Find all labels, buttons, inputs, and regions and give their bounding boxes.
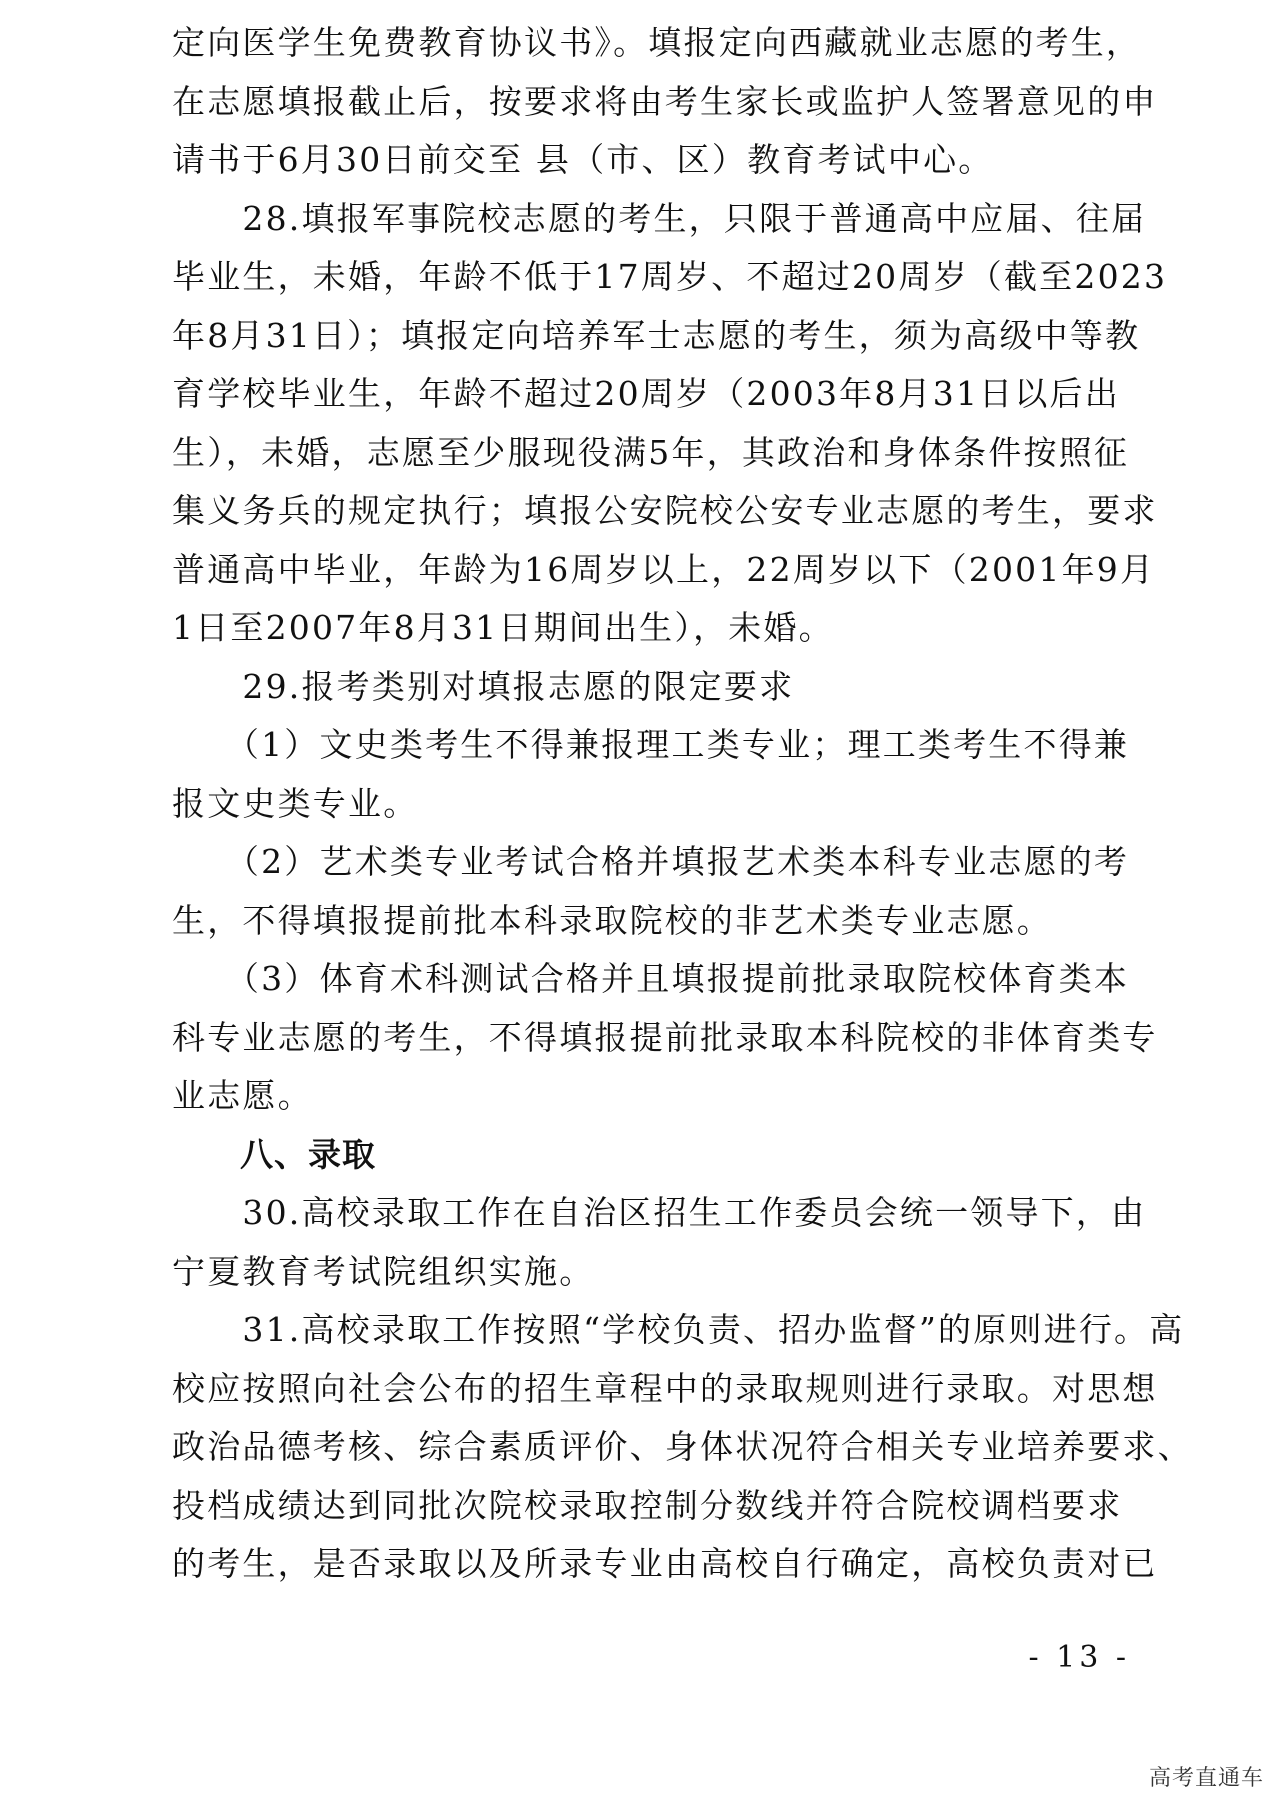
text-line: （1）文史类考生不得兼报理工类专业；理工类考生不得兼 bbox=[172, 725, 1130, 764]
watermark-text: 高考直通车 bbox=[1148, 1766, 1264, 1791]
text-line: 业志愿。 bbox=[172, 1076, 313, 1115]
text-line: 的考生，是否录取以及所录专业由高校自行确定，高校负责对已 bbox=[172, 1544, 1158, 1583]
text-line: 科专业志愿的考生，不得填报提前批录取本科院校的非体育类专 bbox=[172, 1017, 1158, 1057]
text-line: 宁夏教育考试院组织实施。 bbox=[172, 1251, 595, 1291]
text-line: 30.高校录取工作在自治区招生工作委员会统一领导下，由 bbox=[172, 1193, 1147, 1232]
text-line: 31.高校录取工作按照“学校负责、招办监督”的原则进行。高 bbox=[172, 1310, 1185, 1349]
text-line: （3）体育术科测试合格并且填报提前批录取院校体育类本 bbox=[172, 959, 1130, 998]
text-line: 集义务兵的规定执行；填报公安院校公安专业志愿的考生，要求 bbox=[172, 491, 1158, 530]
text-line: 校应按照向社会公布的招生章程中的录取规则进行录取。对思想 bbox=[172, 1368, 1158, 1408]
text-line: 育学校毕业生，年龄不超过20周岁（2003年8月31日以后出 bbox=[172, 374, 1120, 413]
page-number: - 13 - bbox=[1028, 1640, 1130, 1675]
text-line: 年8月31日）；填报定向培养军士志愿的考生，须为高级中等教 bbox=[172, 315, 1141, 355]
text-line: 29.报考类别对填报志愿的限定要求 bbox=[172, 666, 795, 706]
text-line: 生），未婚，志愿至少服现役满5年，其政治和身体条件按照征 bbox=[172, 432, 1130, 472]
text-line: 在志愿填报截止后，按要求将由考生家长或监护人签署意见的申 bbox=[172, 81, 1158, 121]
text-line: 请书于6月30日前交至 县（市、区）教育考试中心。 bbox=[172, 140, 994, 179]
text-line: 报文史类专业。 bbox=[172, 783, 419, 823]
text-line: 政治品德考核、综合素质评价、身体状况符合相关专业培养要求、 bbox=[172, 1427, 1193, 1466]
text-line: 28.填报军事院校志愿的考生，只限于普通高中应届、往届 bbox=[172, 198, 1147, 238]
text-line: 投档成绩达到同批次院校录取控制分数线并符合院校调档要求 bbox=[172, 1485, 1123, 1525]
text-line: （2）艺术类专业考试合格并填报艺术类本科专业志愿的考 bbox=[172, 842, 1130, 881]
document-body bbox=[172, 14, 1193, 1594]
section-heading: 八、录取 bbox=[172, 1134, 376, 1174]
text-line: 毕业生，未婚，年龄不低于17周岁、不超过20周岁（截至2023 bbox=[172, 257, 1168, 296]
text-line: 普通高中毕业，年龄为16周岁以上，22周岁以下（2001年9月 bbox=[172, 549, 1156, 589]
text-line: 1日至2007年8月31日期间出生），未婚。 bbox=[172, 608, 834, 647]
text-line: 生，不得填报提前批本科录取院校的非艺术类专业志愿。 bbox=[172, 900, 1052, 940]
text-line: 定向医学生免费教育协议书》。填报定向西藏就业志愿的考生， bbox=[172, 23, 1142, 62]
